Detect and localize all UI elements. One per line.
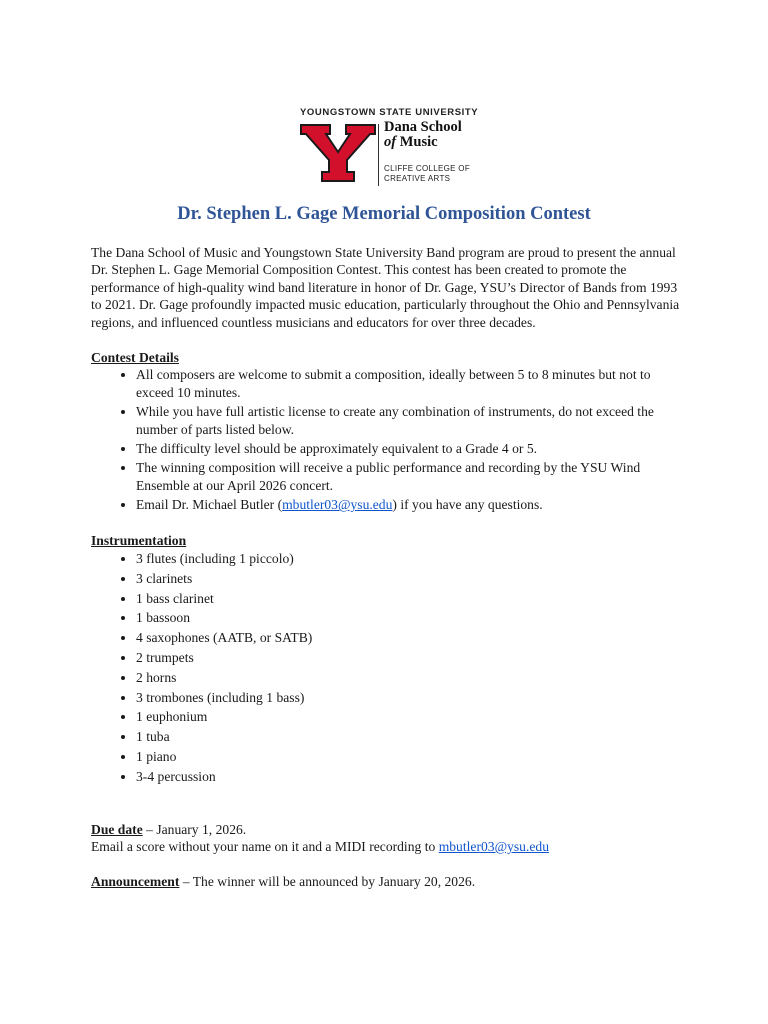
due-date-label: Due date (91, 821, 143, 837)
ysu-y-logo-icon (300, 124, 376, 182)
list-item: • 1 tuba (136, 727, 691, 747)
list-item: • 3-4 percussion (136, 767, 691, 787)
instrumentation-list (91, 549, 691, 787)
instrumentation-heading: Instrumentation (91, 532, 187, 548)
list-item: • 1 piano (136, 747, 691, 767)
logo-divider (378, 124, 379, 186)
list-item: • All composers are welcome to submit a composition, ideally between 5 to 8 minutes but not to exceed 10 minutes. (136, 366, 691, 401)
list-item: • 1 euphonium (136, 707, 691, 727)
list-item: • 2 trumpets (136, 648, 691, 668)
list-item: • 3 clarinets (136, 569, 691, 589)
ysu-dana-logo (298, 107, 478, 185)
email-link[interactable]: mbutler03@ysu.edu (282, 497, 393, 513)
list-item: • While you have full artistic license to create any combination of instruments, do not exceed the number of parts listed below. (136, 403, 691, 438)
list-item: • 4 saxophones (AATB, or SATB) (136, 628, 691, 648)
document-body (91, 244, 691, 891)
university-name: YOUNGSTOWN STATE UNIVERSITY (300, 107, 479, 118)
page-title: Dr. Stephen L. Gage Memorial Composition Contest (177, 204, 591, 224)
list-item: • The winning composition will receive a public performance and recording by the YSU Wind Ensemble at our April 2026 concert. (136, 459, 691, 494)
contest-details-list (91, 366, 691, 513)
intro-paragraph: The Dana School of Music and Youngstown State University Band program are proud to present the annual Dr. Stephen L. Gage Memorial Composition Contest. This contest has been created to promote the performance of high-quality wind band literature in honor of Dr. Gage, YSU’s Director of Bands from 1993 to 2021. Dr. Gage profoundly impacted music education, particularly throughout the Ohio and Pennsylvania regions, and influenced countless musicians and educators for over three decades. (91, 245, 680, 330)
due-date-line: Due date – January 1, 2026. (91, 821, 247, 837)
list-item: • 1 bassoon (136, 608, 691, 628)
college-name: CLIFFE COLLEGE OF CREATIVE ARTS (384, 164, 471, 183)
list-item: • 2 horns (136, 668, 691, 688)
list-item: • 1 bass clarinet (136, 589, 691, 609)
contest-details-heading: Contest Details (91, 350, 179, 366)
submission-line: Email a score without your name on it and a MIDI recording to mbutler03@ysu.edu (91, 839, 549, 855)
announcement-line: Announcement – The winner will be announced by January 20, 2026. (91, 874, 476, 890)
list-item: • Email Dr. Michael Butler (mbutler03@ysu.edu) if you have any questions. (136, 496, 691, 513)
list-item: • 3 trombones (including 1 bass) (136, 688, 691, 708)
submission-email-link[interactable]: mbutler03@ysu.edu (438, 839, 549, 855)
announcement-label: Announcement (91, 874, 180, 890)
list-item: • 3 flutes (including 1 piccolo) (136, 549, 691, 569)
school-name: Dana School of Music (384, 119, 462, 150)
list-item: • The difficulty level should be approximately equivalent to a Grade 4 or 5. (136, 440, 691, 457)
